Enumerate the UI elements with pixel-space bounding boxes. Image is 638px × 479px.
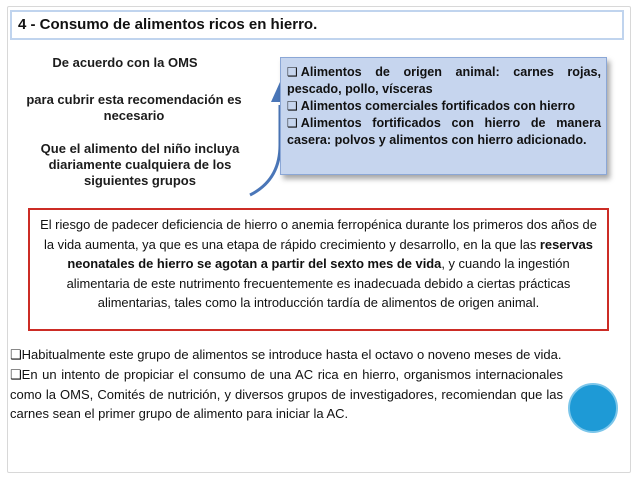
- food-group-item: ❑ Alimentos comerciales fortificados con hierro: [287, 99, 576, 113]
- checkbox-icon: ❑: [287, 116, 298, 130]
- decorative-circle: [568, 383, 618, 433]
- note-item: ❑Habitualmente este grupo de alimentos se introduce hasta el octavo o noveno meses de vida.: [10, 347, 562, 362]
- flow-step-2: para cubrir esta recomendación es necesario: [26, 92, 242, 123]
- risk-text-1: El riesgo de padecer deficiencia de hierro o anemia ferropénica durante los primeros dos años de la vida aumenta, ya que es una etapa de rápido crecimiento y desarrollo, en la que las: [40, 217, 597, 252]
- checkbox-icon: ❑: [287, 65, 298, 79]
- checkbox-icon: ❑: [287, 99, 298, 113]
- flow-step-3: Que el alimento del niño incluya diariamente cualquiera de los siguientes grupos: [40, 141, 240, 188]
- arrow-curve: [250, 105, 280, 195]
- checkbox-icon: ❑: [10, 366, 22, 382]
- slide-title: 4 - Consumo de alimentos ricos en hierro.: [18, 16, 318, 33]
- food-group-item: ❑ Alimentos de origen animal: carnes rojas, pescado, pollo, vísceras: [287, 65, 601, 96]
- food-groups-box: [280, 57, 607, 175]
- title-bar: [10, 10, 624, 40]
- note-item: ❑En un intento de propiciar el consumo de una AC rica en hierro, organismos internacionales como la OMS, Comités de nutrición, y diversos grupos de investigadores, recomiendan que las carnes sean el primer grupo de alimento para iniciar la AC.: [10, 366, 563, 422]
- flow-step-1: De acuerdo con la OMS: [52, 55, 198, 70]
- risk-box: [28, 208, 609, 331]
- checkbox-icon: ❑: [10, 347, 22, 362]
- food-group-item: ❑ Alimentos fortificados con hierro de manera casera: polvos y alimentos con hierro adicionado.: [287, 116, 601, 147]
- risk-text-2: , y cuando la ingestión alimentaria de este nutrimento frecuentemente es inadecuada debido a ciertas prácticas alimentarias, tales como la introducción tardía de alimentos de origen animal.: [66, 256, 571, 311]
- notes: [10, 345, 563, 424]
- risk-text-bold: reservas neonatales de hierro se agotan a partir del sexto mes de vida: [67, 236, 593, 272]
